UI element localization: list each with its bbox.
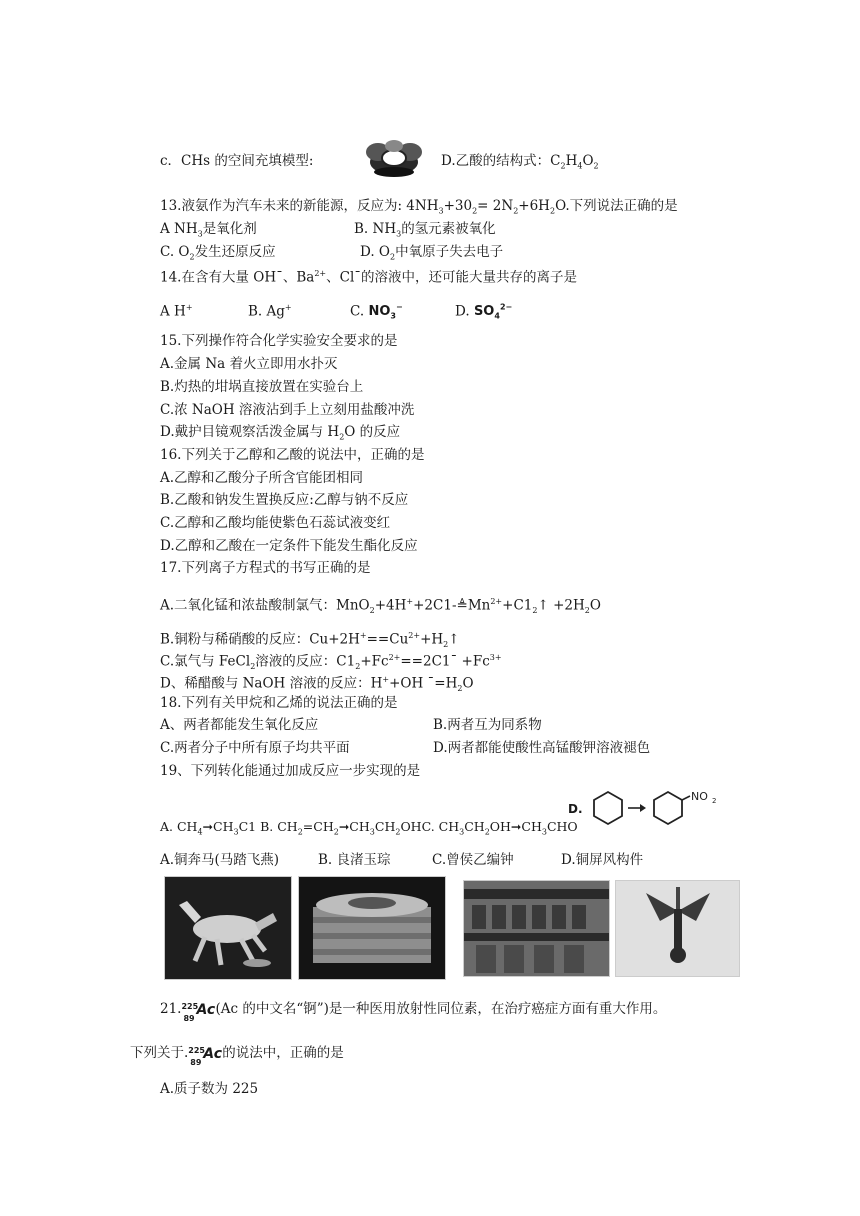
q14-stem: 14.在含有大量 OH¯、$Ba^{2+}$、Cl¯的溶液中，还可能大量共存的离子是 <box>160 269 578 286</box>
q21-option-a: A.质子数为 225 <box>160 1081 259 1097</box>
nitro-group-label: NO <box>691 790 708 803</box>
q21-stem: 21. 225 89 Ac (Ac 的中文名“锕”)是一种医用放射性同位素，在治疗癌症方面有重大作用。 <box>160 1001 667 1023</box>
q20-option-d: D.铜屏风构件 <box>561 852 644 868</box>
q13-option-a: A $NH_3$是氧化剂 <box>160 221 257 239</box>
q19-options-abc: A. $CH_4➞CH_3C1$ B. $CH_2=CH_2➞CH_3CH_2OHC$. $CH_3CH_2OH➞CH_3CHO$ <box>160 819 578 837</box>
q18-option-a: A、两者都能发生氧化反应 <box>160 717 319 733</box>
bronze-horse-photo <box>164 876 292 980</box>
bianzhong-bells-photo <box>463 880 610 977</box>
q17-option-c: C.氯气与 FeCl$_2$溶液的反应：$C1_2+Fc^{2+}==2C1¯ +Fc^{3+}$ <box>160 653 502 672</box>
bronze-screen-part-photo <box>615 880 740 977</box>
q17-option-b: B.铜粉与稀硝酸的反应：$Cu+2H^+==Cu^{2+}+H_2↑$ <box>160 631 460 650</box>
q12-option-c: c．CHs 的空间充填模型: <box>160 153 314 169</box>
actinium-isotope-symbol: 225 89 Ac <box>181 1001 216 1023</box>
q14-option-a: A H+ <box>160 303 193 320</box>
q17-option-a: A.二氧化锰和浓盐酸制氯气：$MnO_2+4H^++2C1-≜Mn^{2+}+C1_2↑ +2H_2O$ <box>160 597 601 616</box>
q18-option-b: B.两者互为同系物 <box>433 717 542 733</box>
q13-option-c: C. $O_2$发生还原反应 <box>160 244 276 262</box>
jade-cong-photo <box>298 876 446 980</box>
q15-option-a: A.金属 Na 着火立即用水扑灭 <box>160 356 338 372</box>
q14-option-d: D. $SO_4^{2-}$ <box>455 303 513 321</box>
q17-stem: 17.下列离子方程式的书写正确的是 <box>160 560 371 576</box>
space-filling-model-image <box>360 138 428 180</box>
q16-option-c: C.乙醇和乙酸均能使紫色石蕊试液变红 <box>160 515 391 531</box>
q14-option-c: C. $NO_3^-$ <box>350 303 403 321</box>
q18-option-c: C.两者分子中所有原子均共平面 <box>160 740 350 756</box>
q14-option-b: B. Ag+ <box>248 303 292 320</box>
q20-option-c: C.曾侯乙编钟 <box>432 852 514 868</box>
q16-stem: 16.下列关于乙醇和乙酸的说法中，正确的是 <box>160 447 425 463</box>
q16-option-d: D.乙醇和乙酸在一定条件下能发生酯化反应 <box>160 538 418 554</box>
q19-option-d-label: D. <box>568 802 583 816</box>
actinium-isotope-symbol-2: 225 89 Ac <box>188 1045 222 1067</box>
q15-option-b: B.灼热的坩埚直接放置在实验台上 <box>160 379 364 395</box>
q13-option-b: B. $NH_3$的氢元素被氧化 <box>354 221 496 239</box>
q15-stem: 15.下列操作符合化学实验安全要求的是 <box>160 333 398 349</box>
q20-option-b: B. 良渚玉琮 <box>318 852 391 868</box>
q13-stem: 13.液氨作为汽车未来的新能源，反应为: $4NH_3+30_2= 2N_2+6H_2O$.下列说法正确的是 <box>160 198 678 216</box>
q18-option-d: D.两者都能使酸性高锰酸钾溶液褪色 <box>433 740 651 756</box>
nitro-sub: 2 <box>712 797 717 805</box>
q15-option-d: D.戴护目镜观察活泼金属与 $H_2O$ 的反应 <box>160 424 401 442</box>
q18-stem: 18.下列有关甲烷和乙烯的说法正确的是 <box>160 695 398 711</box>
q13-option-d: D. $O_2$中氧原子失去电子 <box>360 244 504 262</box>
q21-question: 下列关于. 225 89 Ac 的说法中，正确的是 <box>130 1045 344 1067</box>
q16-option-b: B.乙酸和钠发生置换反应:乙醇与钠不反应 <box>160 492 409 508</box>
q20-option-a: A.铜奔马(马踏飞燕) <box>160 852 280 868</box>
q19-stem: 19、下列转化能通过加成反应一步实现的是 <box>160 763 421 779</box>
q16-option-a: A.乙醇和乙酸分子所含官能团相同 <box>160 470 364 486</box>
q15-option-c: C.浓 NaOH 溶液沾到手上立刻用盐酸冲洗 <box>160 402 415 418</box>
q17-option-d: D、稀醋酸与 NaOH 溶液的反应：H++OH $¯=H_2O$ <box>160 675 474 694</box>
q12-option-d: D.乙酸的结构式：$C_2H_4O_2$ <box>441 153 599 171</box>
benzene-nitration-diagram <box>590 788 720 832</box>
